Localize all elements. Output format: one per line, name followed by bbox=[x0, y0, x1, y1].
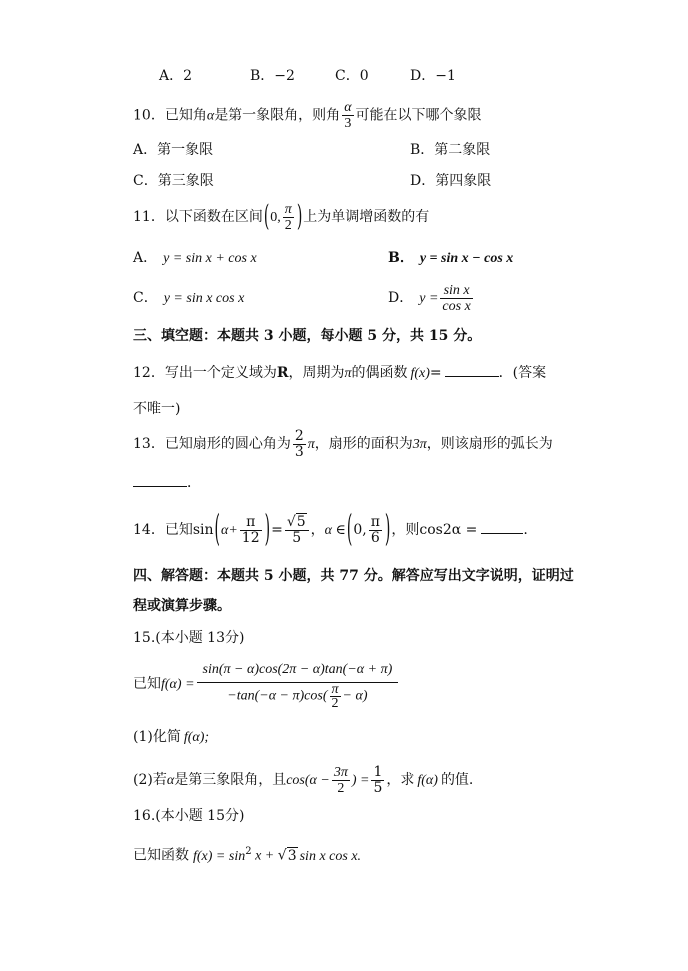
q12-fx: f(x) bbox=[410, 366, 430, 381]
q12-mid2: 的偶函数 bbox=[351, 365, 408, 381]
q14-frac3-num: π bbox=[370, 513, 380, 530]
q15-given bbox=[133, 656, 400, 713]
q11-option-c-math: y = sin x cos x bbox=[163, 291, 245, 306]
q15-part2-ask: ，求 bbox=[386, 772, 415, 788]
q11-prefix: 11．以下函数在区间 bbox=[133, 209, 263, 225]
q14-left-paren-2: ( bbox=[346, 509, 353, 551]
q10-alpha: α bbox=[206, 108, 215, 124]
q15-part1-text: (1)化简 bbox=[133, 729, 181, 745]
q14-eq: = bbox=[271, 522, 283, 538]
q14-zero: 0, bbox=[353, 522, 367, 538]
q15-given-text: 已知 bbox=[133, 676, 161, 692]
q13-suffix: ，则该扇形的弧长为 bbox=[426, 436, 553, 452]
q11-stem bbox=[133, 200, 429, 235]
q14-fraction-2 bbox=[285, 515, 309, 546]
q14-cos2a: cos2α = bbox=[419, 522, 478, 538]
q14-fraction-1 bbox=[240, 515, 262, 546]
q15-part2-cos: cos(α − bbox=[286, 773, 330, 788]
q16-given bbox=[133, 842, 361, 867]
q11-left-paren: ( bbox=[263, 200, 270, 234]
q14-frac1-den: 12 bbox=[241, 529, 260, 546]
q15-part2-prefix: (2)若 bbox=[133, 772, 167, 788]
q10-fraction bbox=[342, 100, 353, 131]
q14-frac3-den: 6 bbox=[370, 529, 380, 546]
q15-den-frac-den: 2 bbox=[331, 696, 339, 711]
q15-numerator: sin(π − α)cos(2π − α)tan(−α + π) bbox=[197, 658, 399, 683]
q14-prefix: 14．已知 bbox=[133, 522, 193, 538]
q10-frac-den: 3 bbox=[344, 116, 352, 131]
q12-suffix: ．(答案 bbox=[498, 365, 547, 381]
q15-den-fraction bbox=[330, 683, 341, 710]
q14-answer-blank[interactable] bbox=[481, 519, 523, 534]
q12-pi: π bbox=[344, 366, 352, 381]
q11-option-a-label: A． bbox=[133, 250, 158, 266]
q14-inner: α+ bbox=[220, 523, 238, 538]
q15-part2-mid: 是第三象限角，且 bbox=[174, 772, 287, 788]
q11-fraction bbox=[283, 202, 294, 233]
q15-big-fraction bbox=[197, 658, 399, 710]
q15-denominator bbox=[197, 683, 399, 710]
q11-option-d bbox=[388, 281, 475, 316]
q10-stem bbox=[133, 100, 482, 132]
q16-given-text: 已知函数 bbox=[133, 847, 189, 864]
q15-f-alpha: f(α) = bbox=[161, 677, 195, 692]
q14-sin: sin bbox=[192, 522, 214, 538]
q14-frac2-num-wrap: √5 bbox=[285, 515, 309, 531]
q10-mid: 是第一象限角，则角 bbox=[214, 107, 341, 124]
q14-alpha-in: α ∈ bbox=[324, 523, 346, 538]
q13-area: 3π bbox=[412, 437, 427, 452]
q11-option-d-fraction bbox=[440, 283, 472, 314]
q15-part2-val-den: 5 bbox=[373, 779, 383, 796]
q9-option-d: D．−1 bbox=[410, 68, 456, 84]
q15-part2-alpha: α bbox=[166, 773, 175, 788]
q13-end: ． bbox=[187, 475, 201, 491]
q11-option-b-label: B． bbox=[388, 250, 414, 266]
q15-header: 15.(本小题 13分) bbox=[133, 630, 245, 646]
section-4-heading-line1: 四、解答题：本题共 5 小题，共 77 分。解答应写出文字说明，证明过 bbox=[133, 568, 574, 584]
q14-stem bbox=[133, 508, 528, 553]
q9-option-b: B．−2 bbox=[250, 68, 295, 84]
q15-part2-close: ) = bbox=[351, 773, 370, 788]
q15-den-left: −tan(−α − π)cos( bbox=[227, 688, 328, 704]
q14-right-paren-1: ) bbox=[264, 509, 271, 551]
q16-sup: 2 bbox=[245, 846, 252, 857]
q15-part2-end: 的值. bbox=[440, 772, 474, 788]
q11-option-d-label: D． bbox=[388, 290, 414, 306]
q11-option-d-num: sin x bbox=[440, 283, 472, 299]
q10-option-a: A．第一象限 bbox=[133, 142, 214, 158]
q14-frac1-num: π bbox=[240, 515, 262, 531]
q15-den-right: − α) bbox=[342, 688, 368, 704]
q16-formula-right: sin x cos x. bbox=[299, 848, 362, 864]
q13-answer-line bbox=[133, 472, 201, 493]
q14-frac2-num: 5 bbox=[296, 513, 306, 530]
q9-option-c: C．0 bbox=[335, 68, 369, 84]
q13-mid: ，扇形的面积为 bbox=[314, 436, 413, 452]
q13-frac-den: 3 bbox=[294, 443, 304, 460]
q16-formula-mid: x + bbox=[251, 848, 278, 864]
q11-option-d-y: y = bbox=[419, 291, 439, 306]
q9-option-a: A．2 bbox=[159, 68, 193, 84]
q12-eq: = bbox=[429, 365, 442, 381]
q15-part2-f: f(α) bbox=[417, 773, 438, 788]
q10-option-b: B．第二象限 bbox=[410, 142, 491, 158]
q12-prefix: 12．写出一个定义域为 bbox=[133, 365, 277, 381]
q11-frac-num: π bbox=[284, 201, 292, 217]
q11-suffix: 上为单调增函数的有 bbox=[303, 209, 430, 225]
q12-mid: ，周期为 bbox=[288, 365, 345, 381]
q11-right-paren: ) bbox=[296, 200, 303, 234]
q11-option-b bbox=[388, 248, 513, 269]
q10-prefix: 10．已知角 bbox=[133, 107, 207, 124]
q16-sqrt: √3 bbox=[277, 847, 297, 864]
q15-part1 bbox=[133, 727, 209, 748]
q15-den-frac-num: π bbox=[331, 682, 339, 697]
q10-frac-num: α bbox=[344, 100, 352, 115]
q11-option-a bbox=[133, 248, 257, 269]
q14-end: . bbox=[523, 522, 528, 538]
q15-part2 bbox=[133, 760, 473, 801]
q16-formula-left: f(x) = sin bbox=[193, 848, 246, 864]
q14-fraction-3 bbox=[369, 515, 382, 546]
q14-frac2-den: 5 bbox=[292, 529, 302, 546]
q13-prefix: 13．已知扇形的圆心角为 bbox=[133, 436, 291, 452]
section-3-heading: 三、填空题：本题共 3 小题，每小题 5 分，共 15 分。 bbox=[133, 328, 482, 344]
q11-option-c bbox=[133, 288, 244, 309]
q16-header: 16.(本小题 15分) bbox=[133, 808, 245, 824]
q14-then: ，则 bbox=[391, 522, 420, 538]
q16-sqrt-inner: 3 bbox=[287, 847, 297, 864]
q10-suffix: 可能在以下哪个象限 bbox=[355, 107, 482, 124]
q15-part2-val-num: 1 bbox=[373, 763, 383, 780]
q15-part2-frac-num: 3π bbox=[333, 764, 348, 780]
q13-stem bbox=[133, 427, 553, 462]
q13-pi: π bbox=[307, 437, 315, 452]
q11-option-c-label: C． bbox=[133, 290, 158, 306]
q10-option-c: C．第三象限 bbox=[133, 173, 214, 189]
q15-part1-f: f(α); bbox=[183, 730, 210, 745]
q14-right-paren-2: ) bbox=[384, 509, 391, 551]
q11-interval-zero: 0, bbox=[270, 210, 281, 225]
q14-comma: ， bbox=[310, 522, 325, 538]
q11-frac-den: 2 bbox=[284, 217, 292, 233]
section-4-heading-line2: 程或演算步骤。 bbox=[133, 598, 231, 614]
q11-option-b-math: y = sin x − cos x bbox=[419, 251, 514, 266]
q15-part2-fraction bbox=[332, 765, 350, 796]
q12-answer-blank[interactable] bbox=[445, 362, 499, 377]
q15-part2-value bbox=[371, 765, 384, 796]
q12-stem bbox=[133, 362, 546, 384]
q13-fraction bbox=[293, 429, 306, 460]
q13-answer-blank[interactable] bbox=[133, 472, 187, 487]
q13-frac-num: 2 bbox=[294, 427, 304, 444]
q11-option-a-math: y = sin x + cos x bbox=[163, 251, 257, 266]
q14-left-paren-1: ( bbox=[214, 509, 220, 551]
q10-option-d: D．第四象限 bbox=[410, 173, 492, 189]
q15-part2-frac-den: 2 bbox=[337, 780, 345, 796]
q12-R: R bbox=[276, 365, 289, 381]
q12-line2: 不唯一) bbox=[133, 401, 181, 417]
q11-option-d-den: cos x bbox=[442, 298, 471, 314]
